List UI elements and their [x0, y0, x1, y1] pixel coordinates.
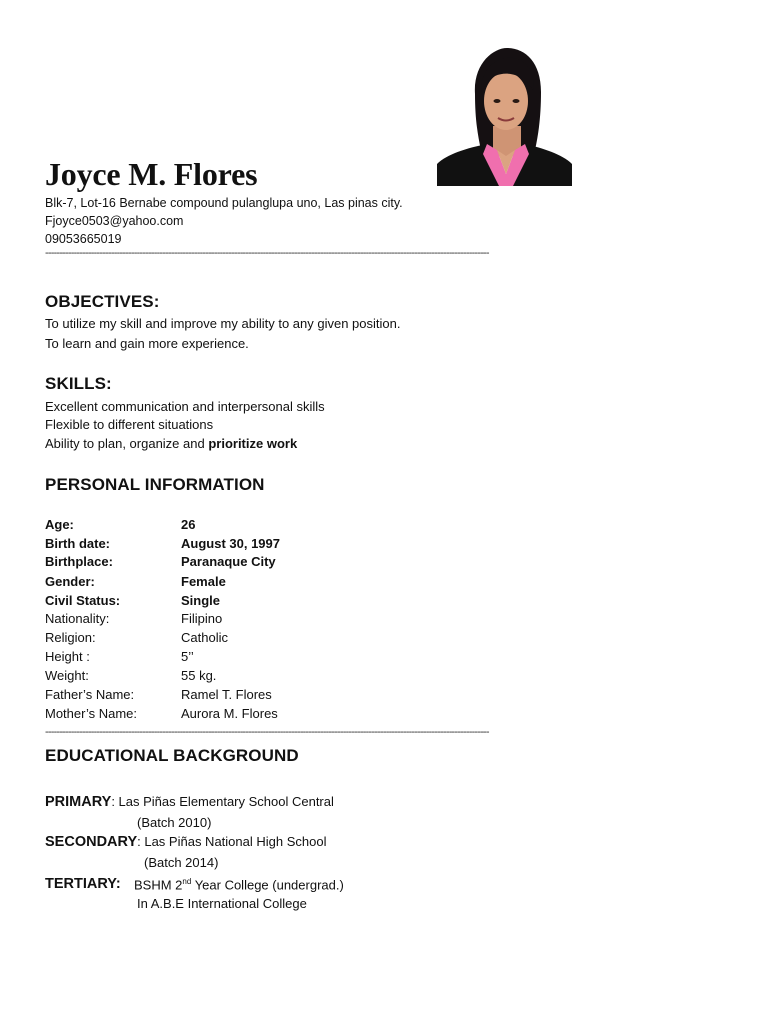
profile-photo: [437, 46, 572, 186]
info-label: Mother’s Name:: [45, 706, 137, 721]
skill-line: Excellent communication and interpersonal skills: [45, 399, 325, 414]
education-level-label: TERTIARY:: [45, 876, 121, 892]
phone-text: 09053665019: [45, 232, 122, 246]
info-value: 55 kg.: [181, 668, 217, 683]
info-value: 26: [181, 517, 196, 532]
email-text: Fjoyce0503@yahoo.com: [45, 214, 184, 228]
education-level-label: PRIMARY: [45, 794, 112, 810]
skill-line-bold: prioritize work: [208, 436, 298, 451]
education-school: : Las Piñas Elementary School Central: [111, 794, 334, 809]
personal-info-heading: PERSONAL INFORMATION: [45, 475, 265, 494]
education-batch: (Batch 2014): [144, 855, 219, 870]
info-row-weight: [45, 668, 445, 687]
info-value: Aurora M. Flores: [181, 706, 278, 721]
info-label: Civil Status:: [45, 593, 121, 608]
info-label: Age:: [45, 517, 74, 532]
info-label: Weight:: [45, 668, 89, 683]
info-value: August 30, 1997: [181, 536, 280, 551]
portrait-illustration: [437, 46, 572, 186]
education-primary: [45, 793, 334, 811]
skills-heading: SKILLS:: [45, 374, 112, 393]
info-row-religion: [45, 630, 445, 649]
education-batch: (Batch 2010): [137, 815, 212, 830]
separator-line: -----------------------------------------------------------------------------------------------------------------------------------------------------------: [45, 726, 489, 738]
info-value: Single: [181, 593, 221, 608]
info-value: Ramel T. Flores: [181, 687, 272, 702]
info-value: Filipino: [181, 611, 223, 626]
info-row-fathers-name: [45, 687, 445, 706]
info-label: Gender:: [45, 574, 95, 589]
info-row-gender: [45, 574, 445, 593]
info-value: Paranaque City: [181, 554, 276, 569]
info-label: Nationality:: [45, 611, 110, 626]
education-school: In A.B.E International College: [137, 896, 307, 911]
info-row-mothers-name: [45, 706, 445, 725]
course-text: Year College (undergrad.): [191, 877, 344, 893]
info-row-birth-date: [45, 536, 445, 555]
address-text: Blk-7, Lot-16 Bernabe compound pulanglupa uno, Las pinas city.: [45, 196, 403, 210]
skill-line: [45, 434, 297, 453]
info-label: Birthplace:: [45, 554, 113, 569]
education-heading: EDUCATIONAL BACKGROUND: [45, 746, 299, 765]
course-ordinal: nd: [182, 877, 192, 886]
education-course: [134, 877, 344, 892]
info-label: Birth date:: [45, 536, 110, 551]
education-level-label: SECONDARY: [45, 834, 138, 850]
education-school: : Las Piñas National High School: [137, 834, 327, 849]
info-row-height: [45, 649, 445, 668]
candidate-name: Joyce M. Flores: [45, 156, 258, 192]
info-value: 5’’: [181, 649, 194, 664]
info-row-age: [45, 517, 445, 536]
education-tertiary: [45, 875, 121, 893]
info-row-civil-status: [45, 593, 445, 612]
info-value: Catholic: [181, 630, 228, 645]
info-label: Height :: [45, 649, 90, 664]
info-row-birthplace: [45, 554, 445, 573]
objective-line: To learn and gain more experience.: [45, 336, 249, 351]
separator-line: -----------------------------------------------------------------------------------------------------------------------------------------------------------: [45, 247, 489, 259]
skill-line: Flexible to different situations: [45, 417, 214, 432]
info-row-nationality: [45, 611, 445, 630]
info-label: Religion:: [45, 630, 96, 645]
info-value: Female: [181, 574, 226, 589]
objective-line: To utilize my skill and improve my ability to any given position.: [45, 316, 401, 331]
objectives-heading: OBJECTIVES:: [45, 292, 160, 311]
course-text: BSHM 2: [134, 877, 183, 893]
skill-line-plain: Ability to plan, organize and: [45, 436, 209, 451]
info-label: Father’s Name:: [45, 687, 135, 702]
education-secondary: [45, 833, 326, 851]
